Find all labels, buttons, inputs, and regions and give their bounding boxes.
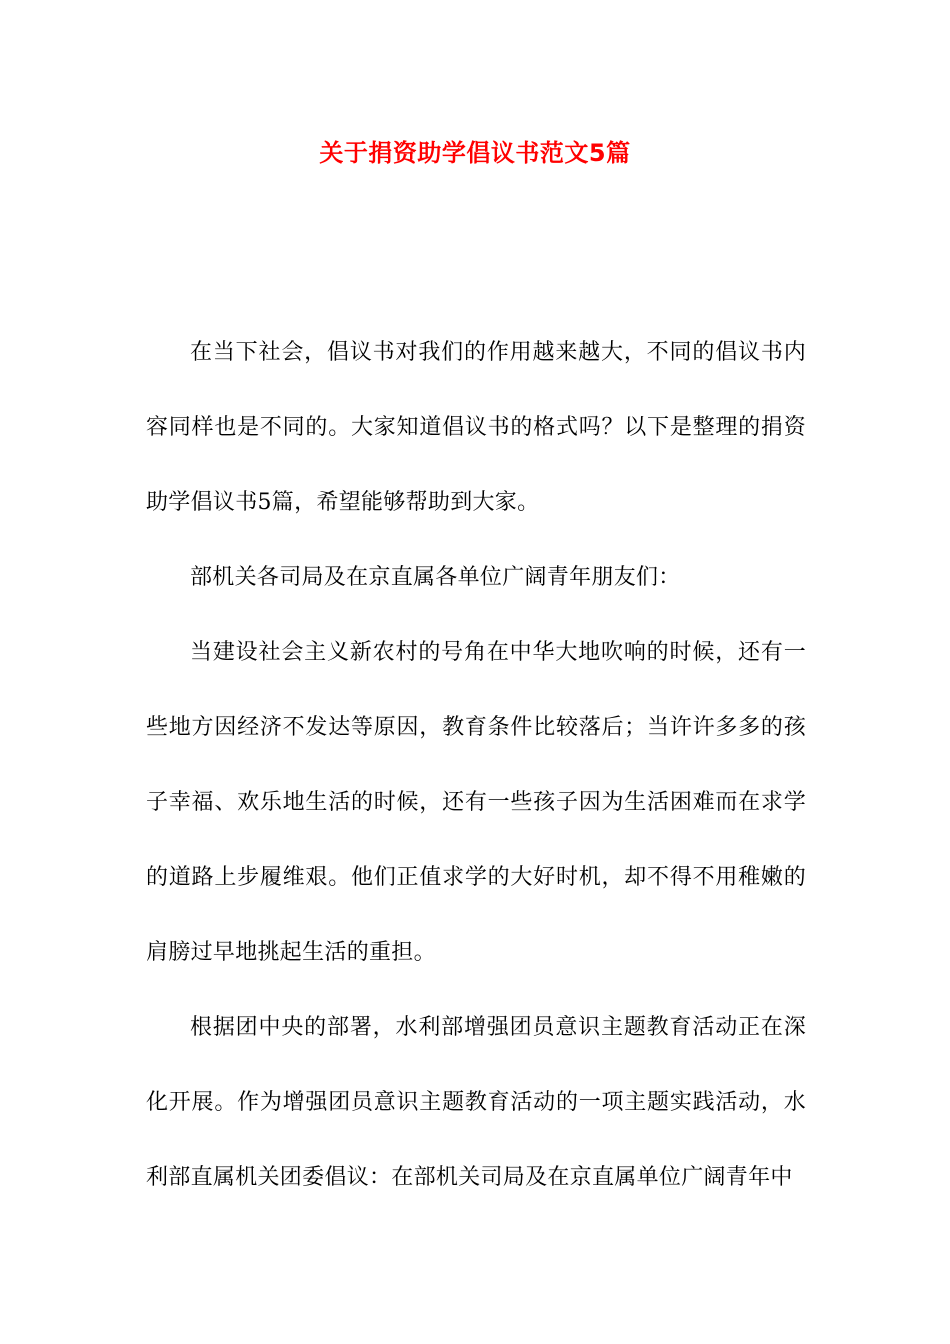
paragraph-salutation: 部机关各司局及在京直属各单位广阔青年朋友们： xyxy=(190,565,681,590)
document-title: 关于捐资助学倡议书范文5篇 xyxy=(319,139,631,167)
document-body xyxy=(146,315,806,1215)
paragraph-intro: 在当下社会，倡议书对我们的作用越来越大，不同的倡议书内容同样也是不同的。大家知道倡议书的格式吗？以下是整理的捐资助学倡议书5篇，希望能够帮助到大家。 xyxy=(146,340,806,515)
paragraph-background: 当建设社会主义新农村的号角在中华大地吹响的时候，还有一些地方因经济不发达等原因，教育条件比较落后；当许许多多的孩子幸福、欢乐地生活的时候，还有一些孩子因为生活困难而在求学的道路上步履维艰。他们正值求学的大好时机，却不得不用稚嫩的肩膀过早地挑起生活的重担。 xyxy=(146,640,806,965)
paragraph-initiative: 根据团中央的部署，水利部增强团员意识主题教育活动正在深化开展。作为增强团员意识主题教育活动的一项主题实践活动，水利部直属机关团委倡议：在部机关司局及在京直属单位广阔青年中 xyxy=(146,1015,806,1190)
